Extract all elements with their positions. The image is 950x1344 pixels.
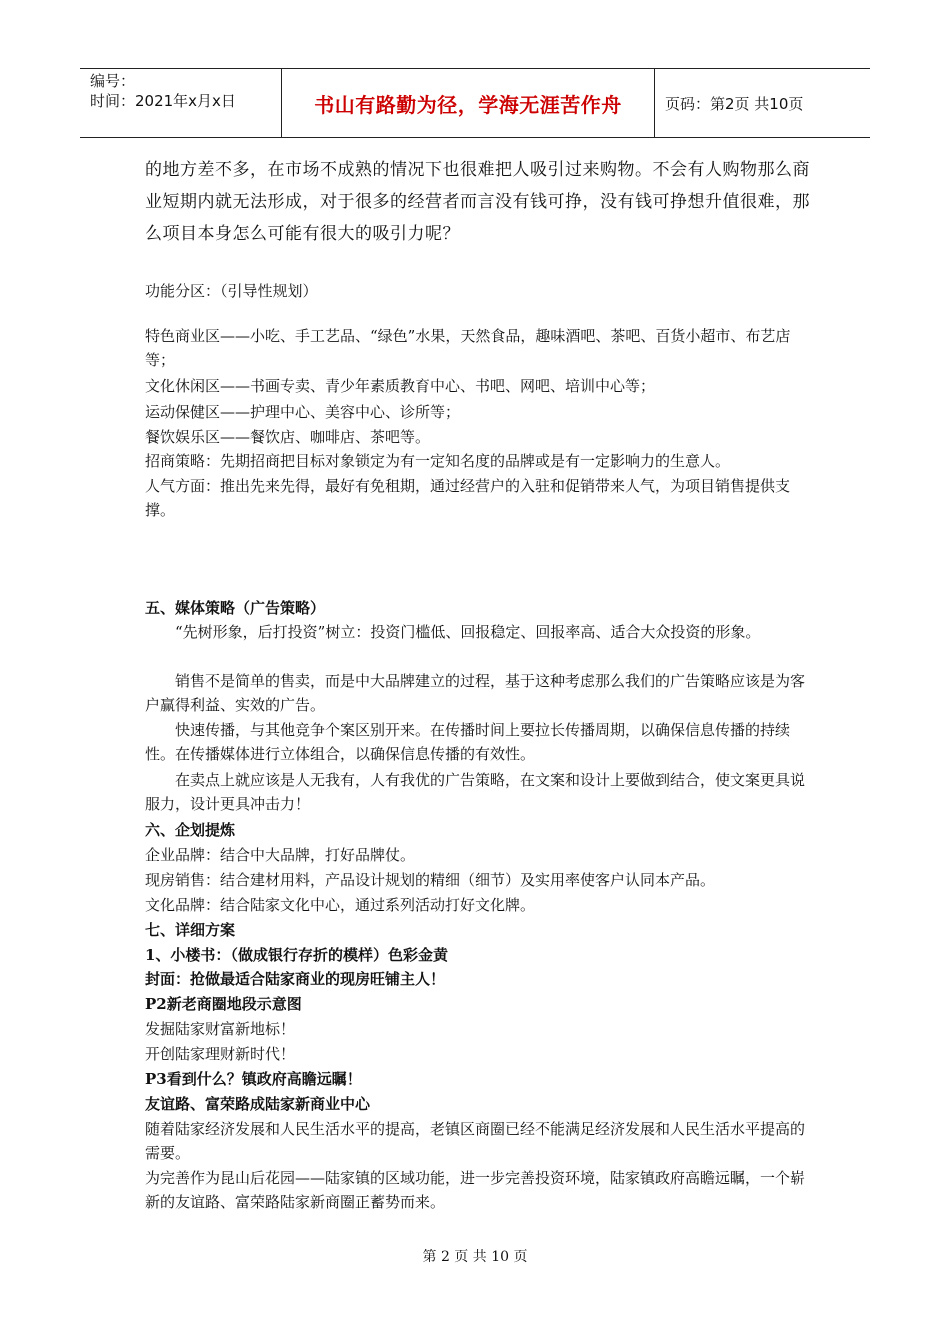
section6-line-1: 企业品牌：结合中大品牌，打好品牌仗。	[145, 846, 416, 864]
header-motto: 书山有路勤为径，学海无涯苦作舟	[282, 69, 655, 137]
section7-line-2: 开创陆家理财新时代！	[145, 1045, 296, 1063]
zoning-title: 功能分区：（引导性规划）	[145, 282, 318, 300]
section6-title: 六、企划提炼	[145, 821, 236, 839]
section5-paragraph-2: 销售不是简单的售卖，而是中大品牌建立的过程，基于这种考虑那么我们的广告策略应该是为客户赢得利益、实效的广告。	[145, 672, 806, 714]
section7-bold-5: 友谊路、富荣路成陆家新商业中心	[145, 1095, 371, 1113]
section5-title: 五、媒体策略（广告策略）	[145, 599, 326, 617]
popularity-paragraph: 人气方面：推出先来先得，最好有免租期，通过经营户的入驻和促销带来人气，为项目销售提供支撑。	[145, 477, 791, 519]
header-meta	[80, 69, 282, 137]
section7-bold-4: P3看到什么？镇政府高瞻远瞩！	[145, 1070, 362, 1088]
zone-dining: 餐饮娱乐区——餐饮店、咖啡店、茶吧等。	[145, 428, 431, 446]
page-header	[80, 68, 870, 138]
section7-paragraph-2: 为完善作为昆山后花园——陆家镇的区域功能，进一步完善投资环境，陆家镇政府高瞻远瞩，一个崭新的友谊路、富荣路陆家新商圈正蓄势而来。	[145, 1169, 806, 1211]
number-label: 编号：	[90, 72, 136, 90]
zone-sports: 运动保健区——护理中心、美容中心、诊所等；	[145, 403, 461, 421]
section7-bold-3: P2新老商圈地段示意图	[145, 995, 302, 1013]
section5-paragraph-1: “先树形象，后打投资”树立：投资门槛低、回报稳定、回报率高、适合大众投资的形象。	[175, 623, 761, 641]
time-label: 时间：2021年x月x日	[90, 92, 236, 110]
section7-title: 七、详细方案	[145, 921, 236, 939]
section5-paragraph-4: 在卖点上就应该是人无我有，人有我优的广告策略，在文案和设计上要做到结合，使文案更具说服力，设计更具冲击力！	[145, 771, 806, 813]
section6-line-2: 现房销售：结合建材用料，产品设计规划的精细（细节）及实用率使客户认同本产品。	[145, 871, 716, 889]
section7-bold-1: 1、小楼书：（做成银行存折的模样）色彩金黄	[145, 946, 448, 964]
page-footer: 第 2 页 共 10 页	[422, 1249, 528, 1265]
header-page-info: 页码：第2页 共10页	[665, 94, 804, 113]
section7-bold-2: 封面：抢做最适合陆家商业的现房旺铺主人！	[145, 970, 446, 988]
section7-line-1: 发掘陆家财富新地标！	[145, 1020, 296, 1038]
zone-culture: 文化休闲区——书画专卖、青少年素质教育中心、书吧、网吧、培训中心等；	[145, 377, 656, 395]
zone-commercial: 特色商业区——小吃、手工艺品、“绿色”水果，天然食品，趣味酒吧、茶吧、百货小超市、布艺店等；	[145, 327, 791, 369]
section5-paragraph-3: 快速传播，与其他竞争个案区别开来。在传播时间上要拉长传播周期，以确保信息传播的持续性。在传播媒体进行立体组合，以确保信息传播的有效性。	[145, 721, 791, 763]
section7-paragraph-1: 随着陆家经济发展和人民生活水平的提高，老镇区商圈已经不能满足经济发展和人民生活水平提高的需要。	[145, 1120, 806, 1162]
investment-strategy: 招商策略：先期招商把目标对象锁定为有一定知名度的品牌或是有一定影响力的生意人。	[145, 452, 731, 470]
intro-paragraph: 的地方差不多，在市场不成熟的情况下也很难把人吸引过来购物。不会有人购物那么商业短期内就无法形成，对于很多的经营者而言没有钱可挣，没有钱可挣想升值很难，那么项目本身怎么可能有很大的吸引力呢？	[145, 160, 810, 244]
section6-line-3: 文化品牌：结合陆家文化中心，通过系列活动打好文化牌。	[145, 896, 536, 914]
